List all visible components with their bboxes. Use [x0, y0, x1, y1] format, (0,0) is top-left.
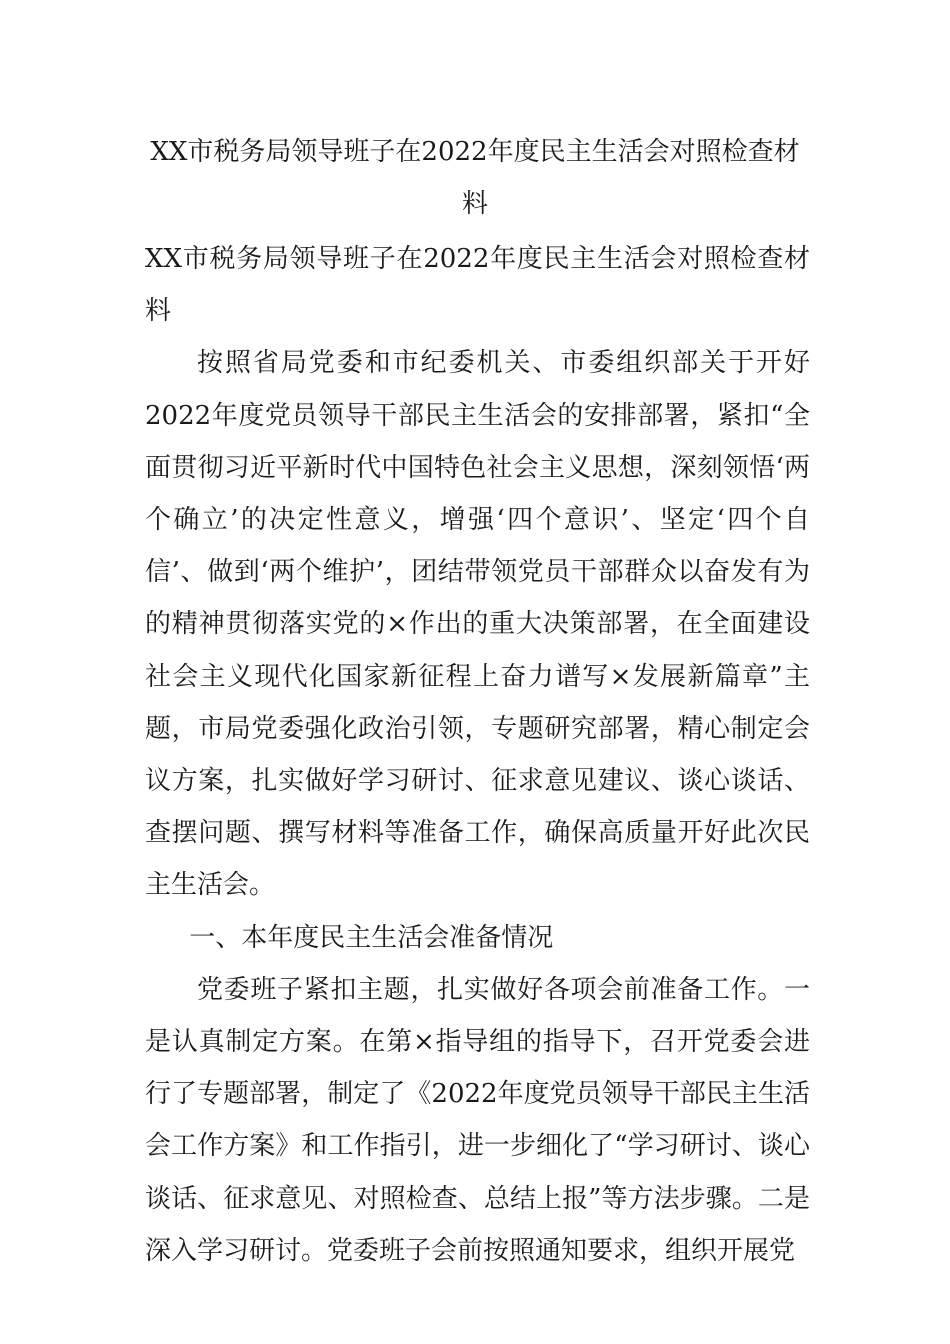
section-paragraph: 党委班子紧扣主题，扎实做好各项会前准备工作。一是认真制定方案。在第×指导组的指导下，召开党委会进行了专题部署，制定了《2022年度党员领导干部民主生活会工作方案》和工作指引，进一步细化了“学习研讨、谈心谈话、征求意见、对照检查、总结上报”等方法步骤。二是深入学习研讨。党委班子会前按照通知要求，组织开展党 [145, 974, 810, 1266]
document-title: XX市税务局领导班子在2022年度民主生活会对照检查材料 [150, 137, 800, 219]
section-heading: 一、本年度民主生活会准备情况 [189, 922, 554, 953]
intro-paragraph: 按照省局党委和市纪委机关、市委组织部关于开好2022年度党员领导干部民主生活会的安排部署，紧扣“全面贯彻习近平新时代中国特色社会主义思想，深刻领悟‘两个确立’的决定性意义，增强‘四个意识’、坚定‘四个自信’、做到‘两个维护’，团结带领党员干部群众以奋发有为的精神贯彻落实党的×作出的重大决策部署，在全面建设社会主义现代化国家新征程上奋力谱写×发展新篇章”主题，市局党委强化政治引领，专题研究部署，精心制定会议方案，扎实做好学习研讨、征求意见建议、谈心谈话、查摆问题、撰写材料等准备工作，确保高质量开好此次民主生活会。 [145, 348, 810, 901]
document-body [145, 233, 810, 1277]
document-subtitle: XX市税务局领导班子在2022年度民主生活会对照检查材料 [145, 244, 810, 327]
